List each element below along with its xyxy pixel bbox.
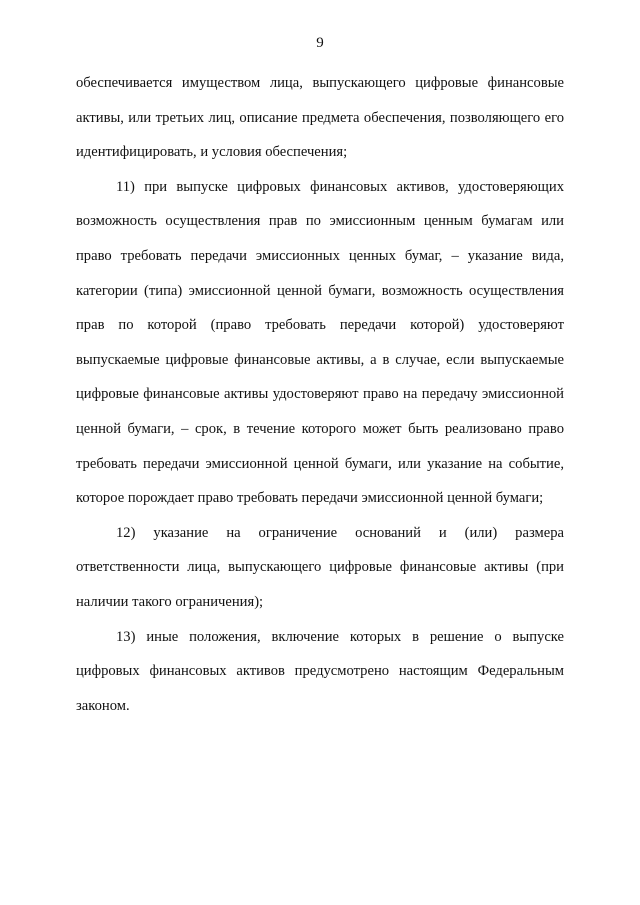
paragraph-item-11: 11) при выпуске цифровых финансовых активов, удостоверяющих возможность осуществления прав по эмиссионным ценным бумагам или право требовать передачи эмиссионных ценных бумаг, – указание вида, категории (типа) эмиссионной ценной бумаги, возможность осуществления прав по которой (право требовать передачи которой) удостоверяют выпускаемые цифровые финансовые активы, а в случае, если выпускаемые цифровые финансовые активы удостоверяют право на передачу эмиссионной ценной бумаги, – срок, в течение которого может быть реализовано право требовать передачи эмиссионной ценной бумаги, или указание на событие, которое порождает право требовать передачи эмиссионной ценной бумаги; (76, 178, 564, 507)
page-number: 9 (316, 35, 324, 51)
paragraph-item-12: 12) указание на ограничение оснований и (или) размера ответственности лица, выпускающего цифровые финансовые активы (при наличии такого ограничения); (76, 524, 564, 610)
paragraph-item-13: 13) иные положения, включение которых в решение о выпуске цифровых финансовых активов предусмотрено настоящим Федеральным законом. (76, 628, 564, 714)
document-body (76, 66, 564, 723)
paragraph-continuation: обеспечивается имуществом лица, выпускающего цифровые финансовые активы, или третьих лиц, описание предмета обеспечения, позволяющего его идентифицировать, и условия обеспечения; (76, 75, 564, 161)
